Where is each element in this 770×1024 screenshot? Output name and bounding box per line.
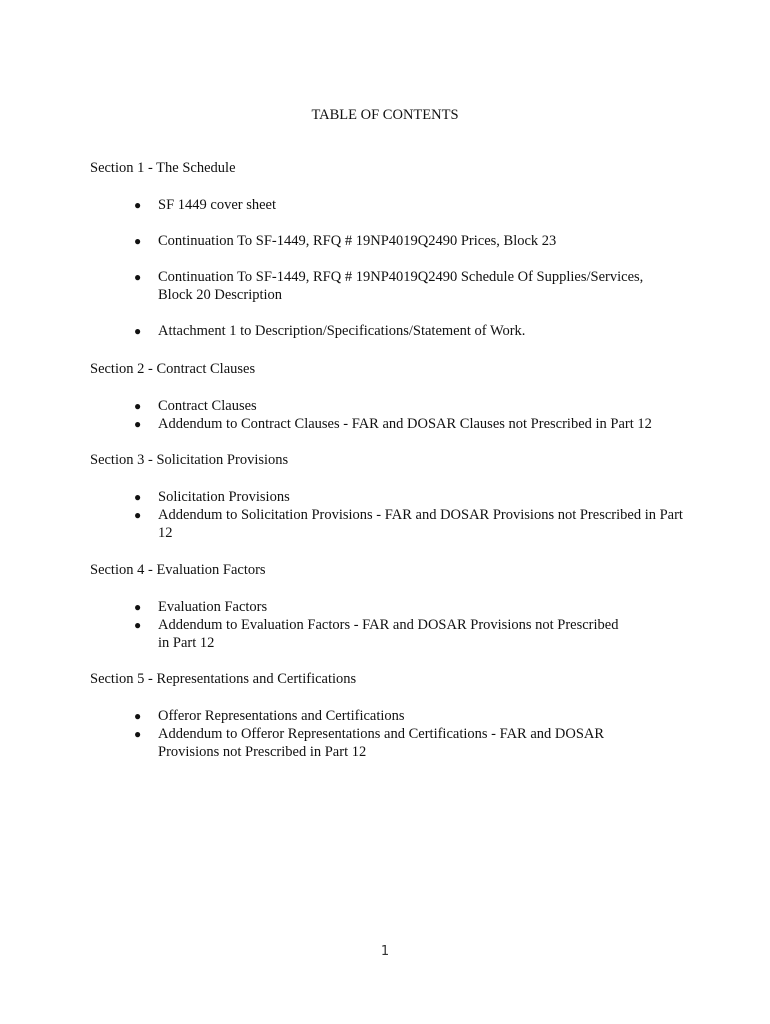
list-item-text: Contract Clauses xyxy=(158,398,257,414)
list-item xyxy=(132,196,692,214)
section-3-list xyxy=(132,488,692,542)
list-item-text: Continuation To SF-1449, RFQ # 19NP4019Q2490 Schedule Of Supplies/Services, Block 20 Description xyxy=(158,269,644,303)
list-item xyxy=(132,598,692,616)
list-item-text: Addendum to Solicitation Provisions - FAR and DOSAR Provisions not Prescribed in Part 12 xyxy=(158,507,683,541)
section-4-heading: Section 4 - Evaluation Factors xyxy=(90,562,266,578)
list-item xyxy=(132,415,692,433)
section-4-list xyxy=(132,598,692,652)
section-1-heading: Section 1 - The Schedule xyxy=(90,160,236,176)
bullet-icon: ● xyxy=(134,324,142,338)
section-5-heading: Section 5 - Representations and Certifications xyxy=(90,671,357,687)
list-item-text: Evaluation Factors xyxy=(158,599,268,615)
list-item xyxy=(132,397,692,415)
page-number: 1 xyxy=(380,944,390,959)
list-item-text: Addendum to Evaluation Factors - FAR and DOSAR Provisions not Prescribed in Part 12 xyxy=(158,617,619,651)
list-item-text: Offeror Representations and Certifications xyxy=(158,708,405,724)
bullet-icon: ● xyxy=(134,198,142,212)
bullet-icon: ● xyxy=(134,618,142,632)
bullet-icon: ● xyxy=(134,709,142,723)
bullet-icon: ● xyxy=(134,417,142,431)
bullet-icon: ● xyxy=(134,234,142,248)
list-item xyxy=(132,707,692,725)
list-item-text: Continuation To SF-1449, RFQ # 19NP4019Q2490 Prices, Block 23 xyxy=(158,233,557,249)
bullet-icon: ● xyxy=(134,600,142,614)
list-item xyxy=(132,616,692,652)
list-item xyxy=(132,322,692,340)
list-item xyxy=(132,268,692,304)
list-item xyxy=(132,232,692,250)
bullet-icon: ● xyxy=(134,399,142,413)
bullet-icon: ● xyxy=(134,727,142,741)
section-2-list xyxy=(132,397,692,433)
bullet-icon: ● xyxy=(134,490,142,504)
section-1-list xyxy=(132,196,692,358)
bullet-icon: ● xyxy=(134,270,142,284)
list-item-text: Solicitation Provisions xyxy=(158,489,290,505)
list-item-text: Attachment 1 to Description/Specifications/Statement of Work. xyxy=(158,323,526,339)
section-3-heading: Section 3 - Solicitation Provisions xyxy=(90,452,289,468)
list-item-text: Addendum to Offeror Representations and Certifications - FAR and DOSAR Provisions not Prescribed in Part 12 xyxy=(158,726,605,760)
list-item xyxy=(132,725,692,761)
list-item-text: Addendum to Contract Clauses - FAR and DOSAR Clauses not Prescribed in Part 12 xyxy=(158,416,652,432)
list-item xyxy=(132,506,692,542)
section-5-list xyxy=(132,707,692,761)
list-item-text: SF 1449 cover sheet xyxy=(158,197,276,213)
section-2-heading: Section 2 - Contract Clauses xyxy=(90,361,256,377)
list-item xyxy=(132,488,692,506)
bullet-icon: ● xyxy=(134,508,142,522)
document-title: TABLE OF CONTENTS xyxy=(311,107,459,123)
